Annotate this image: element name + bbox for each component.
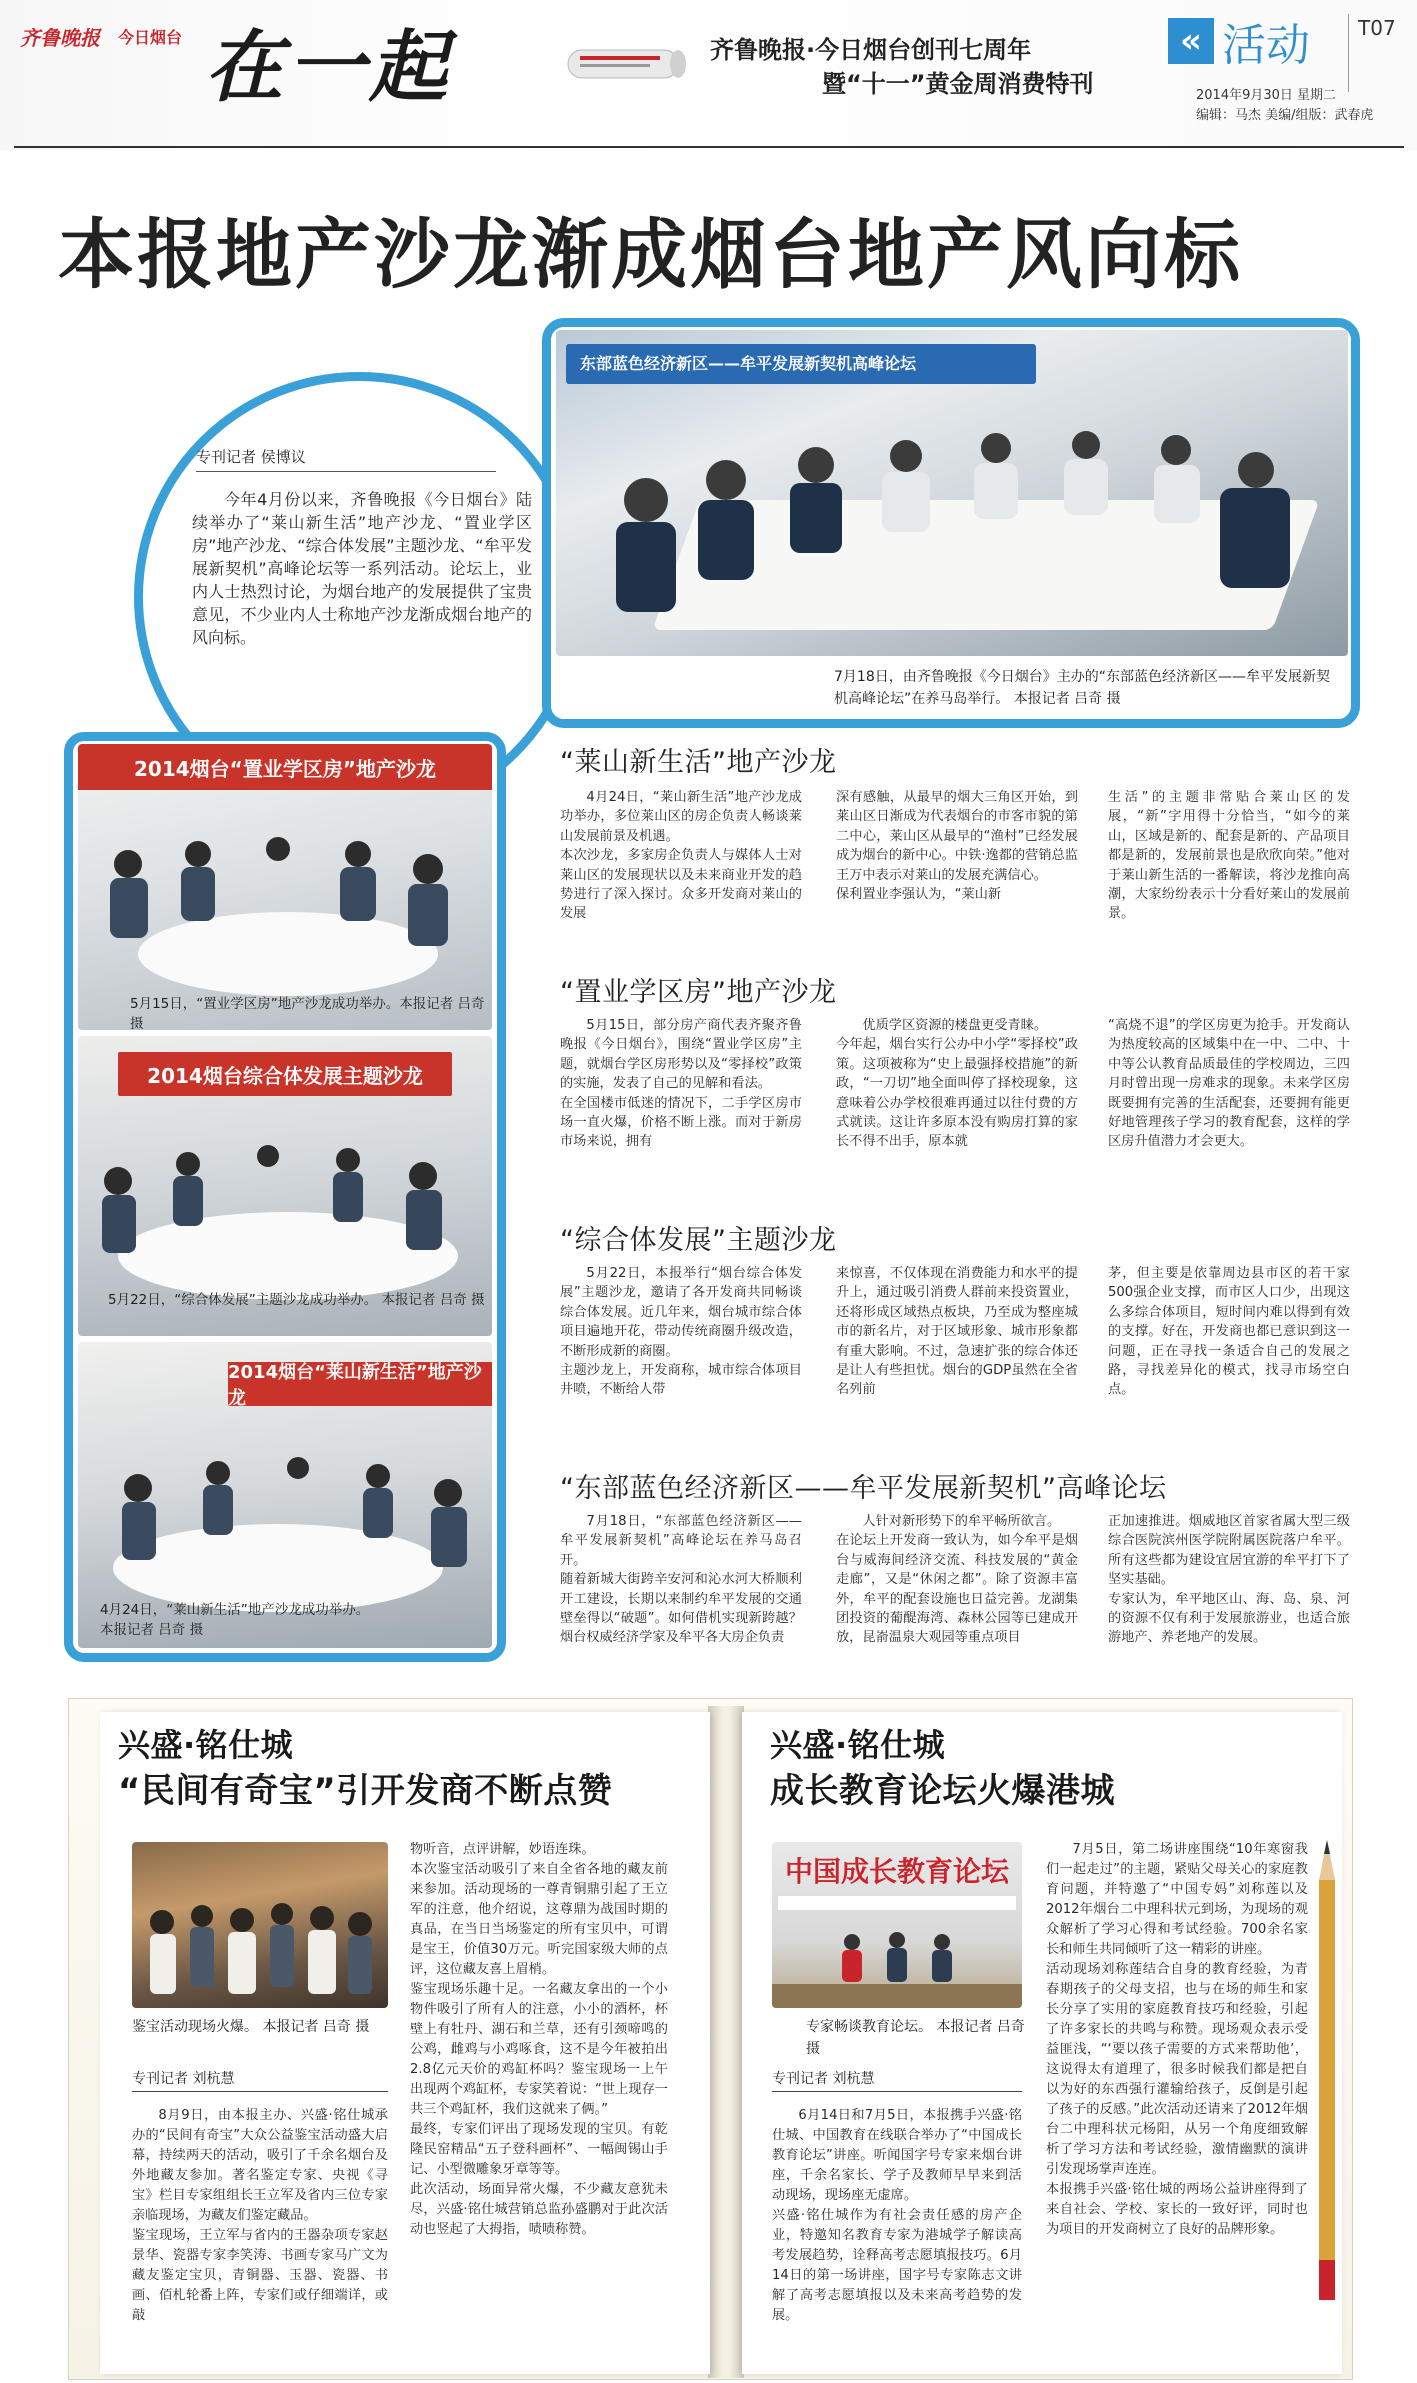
top-photo-caption: 7月18日，由齐鲁晚报《今日烟台》主办的“东部蓝色经济新区——牟平发展新契机高峰论坛”在养马岛举行。 本报记者 吕奇 摄 (834, 669, 1330, 707)
section-column: 正加速推进。烟威地区首家省属大型三级综合医院滨州医学院附属医院落户牟平。所有这些都为建设宜居宜游的牟平打下了坚实基础。 专家认为，牟平地区山、海、岛、泉、河的资源不仅有利于发展旅游业，也适合旅游地产、养老地产的发展。 (1108, 1514, 1350, 1646)
section-column: 来惊喜，不仅体现在消费能力和水平的提升上，通过吸引消费人群前来投资置业，还将形成区域热点板块，乃至成为整座城市的新名片，对于区域形象、城市形象都有重大影响。不过，急速扩张的综合体还是让人有些担忧。烟台的GDP虽然在全省名列前 (836, 1266, 1078, 1398)
left-photo-3-caption: 4月24日，“莱山新生活”地产沙龙成功举办。本报记者 吕奇 摄 (100, 1602, 370, 1638)
section-column: 生活”的主题非常贴合莱山区的发展，“新”字用得十分恰当，“如今的莱山，区域是新的、配套是新的、产品项目都是新的，发展前景也是欣欣向荣。”他对于莱山新生活的一番解读，将沙龙推向高潮，大家纷纷表示十分看好莱山的发展前景。 (1108, 790, 1350, 922)
masthead (0, 0, 1417, 150)
left-photo-1-caption: 5月15日，“置业学区房”地产沙龙成功举办。本报记者 吕奇 摄 (130, 996, 485, 1032)
issue-date: 2014年9月30日 星期二 (1196, 88, 1337, 103)
page-divider (1348, 14, 1349, 92)
section-column: 4月24日，“莱山新生活”地产沙龙成功举办，多位莱山区的房企负责人畅谈莱山发展前景及机遇。 本次沙龙，多家房企负责人与媒体人士对莱山区的发展现状以及未来商业开发的趋势进行了深入探讨。众多开发商对莱山的发展 (560, 790, 802, 922)
section-column: 人针对新形势下的牟平畅所欲言。 在论坛上开发商一致认为，如今牟平是烟台与威海间经济交流、科技发展的“黄金走廊”，又是“休闲之都”。除了资源丰富外，牟平的配套设施也日益完善。龙湖集团投资的葡醍海湾、森林公园等已建成开放，昆嵛温泉大观园等重点项目 (836, 1514, 1078, 1646)
chevron-left-icon: « (1168, 18, 1214, 64)
section-column: “高烧不退”的学区房更为抢手。开发商认为热度较高的区域集中在一中、二中、十中等公认教育品质最佳的学校周边，三四月时曾出现一房难求的现象。未来学区房既要拥有完善的生活配套，还要拥有能更好地管理孩子学习的教育配套，这样的学区房升值潜力才会更大。 (1108, 1018, 1350, 1150)
left-photo-2-banner: 2014烟台综合体发展主题沙龙 (118, 1052, 452, 1096)
masthead-headline-2: 暨“十一”黄金周消费特刊 (822, 70, 1094, 98)
attendees-illustration (556, 390, 1348, 656)
section-column: 5月15日，部分房产商代表齐聚齐鲁晚报《今日烟台》，围绕“置业学区房”主题，就烟台学区房形势以及“零择校”政策的实施，发表了自己的见解和看法。 在全国楼市低迷的情况下，二手学区房市场一直火爆，价格不断上涨。而对于新房市场来说，拥有 (560, 1018, 802, 1150)
book-left-kicker: 兴盛·铭仕城 (118, 1726, 294, 1764)
book-left-title: “民间有奇宝”引开发商不断点赞 (118, 1771, 613, 1811)
top-photo-banner: 东部蓝色经济新区——牟平发展新契机高峰论坛 (566, 344, 1036, 384)
book-right-kicker: 兴盛·铭仕城 (770, 1726, 946, 1764)
book-spine (708, 1706, 744, 2378)
book-right-photo-caption: 专家畅谈教育论坛。 本报记者 吕奇 摄 (806, 2019, 1025, 2057)
book-right-column-1: 6月14日和7月5日，本报携手兴盛·铭仕城、中国教育在线联合举办了“中国成长教育论坛”讲座。听闻国字号专家来烟台讲座，千余名家长、学子及教师早早来到活动现场，现场座无虚席。 兴盛·铭仕城作为有社会责任感的房产企业，特邀知名教育专家为港城学子解读高考发展趋势，诠释高考志愿填报技巧。6月14日的第一场讲座，国字号专家陈志文讲解了高考志愿填报以及未来高考趋势的发展。 (772, 2108, 1022, 2323)
intro-byline: 专刊记者 侯博议 (196, 446, 496, 472)
book-left-column-2: 物听音，点评讲解，妙语连珠。 本次鉴宝活动吸引了来自全省各地的藏友前来参加。活动现场的一尊青铜鼎引起了王立军的注意，他介绍说，这尊鼎为战国时期的真品，在当日当场鉴定的所有宝贝中，可谓是宝王，价值30万元。听完国家级大师的点评，这位藏友喜上眉梢。 鉴宝现场乐趣十足。一名藏友拿出的一个小物件吸引了所有人的注意，小小的酒杯，杯壁上有牡丹、湖石和兰草，还有引颈啼鸣的公鸡，雌鸡与小鸡啄食，这不是今年被拍出2.8亿元天价的鸡缸杯吗？鉴宝现场一上午出现两个鸡缸杯，专家笑着说：“世上现存一共三个鸡缸杯，我们这就来了俩。” 最终，专家们评出了现场发现的宝贝。有乾隆民窑精品“五子登科画杯”、一幅闽锡山手记、小型微雕象牙章等等。 此次活动，场面异常火爆，不少藏友意犹未尽，兴盛·铭仕城营销总监孙盛鹏对于此次活动也竖起了大拇指，啧啧称赞。 (410, 1842, 668, 2237)
top-photo (556, 330, 1348, 656)
masthead-rule (14, 146, 1404, 148)
section-title: “莱山新生活”地产沙龙 (560, 747, 837, 778)
book-right-photo (772, 1842, 1022, 2008)
book-right-column-2: 7月5日，第二场讲座围绕“10年寒窗我们一起走过”的主题，紧贴父母关心的家庭教育问题，并特邀了“中国专妈”刘称莲以及2012年烟台二中理科状元到场，为现场的观众解析了学习心得和考试经验。700余名家长和师生共同倾听了这一精彩的讲座。 活动现场刘称莲结合自身的教育经验，为青春期孩子的父母支招，也与在场的师生和家长分享了实用的家庭教育技巧和经验，引起了许多家长的共鸣与称赞。现场观众表示受益匪浅，“‘要以孩子需要的方式来帮助他’，这说得太有道理了，很多时候我们都是把自以为好的东西强行灌输给孩子，反倒是引起了孩子的反感。”此次活动还请来了2012年烟台二中理科状元杨阳，从另一个角度细致解析了学习方法和考试经验，激情幽默的演讲引发现场掌声连连。 本报携手兴盛·铭仕城的两场公益讲座得到了来自社会、学校、家长的一致好评，同时也为项目的开发商树立了良好的品牌形象。 (1046, 1842, 1308, 2237)
masthead-big-title: 在一起 (205, 22, 452, 113)
section-column: 深有感触，从最早的烟大三角区开始，到莱山区日渐成为代表烟台的市客市貌的第二中心，莱山区从最早的“渔村”已经发展成为烟台的新中心。中铁·逸都的营销总监王万中表示对莱山的发展充满信心。 保利置业李强认为，“莱山新 (836, 790, 1078, 903)
book-right-photo-banner: 中国成长教育论坛 (784, 1855, 1009, 1888)
stage-illustration (772, 1922, 1022, 2008)
paper-logo: 齐鲁晚报 (20, 26, 100, 50)
book-left-photo-caption: 鉴宝活动现场火爆。 本报记者 吕奇 摄 (132, 2019, 370, 2035)
section-badge (1168, 12, 1338, 70)
book-left-byline: 专刊记者 刘杭慧 (132, 2068, 388, 2092)
section-label: 活动 (1222, 20, 1310, 71)
section-column: 5月22日，本报举行“烟台综合体发展”主题沙龙，邀请了各开发商共同畅谈综合体发展。近几年来，烟台城市综合体项目遍地开花，带动传统商圈升级改造，不断形成新的商圈。 主题沙龙上，开发商称，城市综合体项目井喷，不断给人带 (560, 1266, 802, 1398)
newspaper-roll-icon (560, 30, 690, 100)
left-photo-3-banner: 2014烟台“莱山新生活”地产沙龙 (228, 1362, 492, 1406)
section-column: 7月18日，“东部蓝色经济新区——牟平发展新契机”高峰论坛在养马岛召开。 随着新城大街跨辛安河和沁水河大桥顺利开工建设，长期以来制约牟平发展的交通壁垒得以“破题”。如何借机实现新跨越？烟台权威经济学家及牟平各大房企负责 (560, 1514, 802, 1646)
left-photo-1-banner: 2014烟台“置业学区房”地产沙龙 (78, 744, 492, 790)
book-right-byline: 专刊记者 刘杭慧 (772, 2068, 1022, 2092)
pencil-icon (1318, 1840, 1336, 2300)
book-left-photo (132, 1842, 388, 2008)
book-right-title: 成长教育论坛火爆港城 (770, 1771, 1115, 1811)
crowd-illustration (132, 1882, 388, 2008)
section-title: “综合体发展”主题沙龙 (560, 1225, 837, 1256)
section-column: 优质学区资源的楼盘更受青睐。 今年起，烟台实行公办中小学“零择校”政策。这项被称为“史上最强择校措施”的新政，“一刀切”地全面叫停了择校现象，这意味着公办学校很难再通过以往付费的方式就读。这让许多原本没有购房打算的家长不得不出手，原本就 (836, 1018, 1078, 1150)
editor-credits: 编辑：马杰 美编/组版：武春虎 (1196, 108, 1374, 123)
left-photo-1 (78, 744, 492, 1030)
intro-text: 今年4月份以来，齐鲁晚报《今日烟台》陆续举办了“莱山新生活”地产沙龙、“置业学区房”地产沙龙、“综合体发展”主题沙龙、“牟平发展新契机”高峰论坛等一系列活动。论坛上，业内人士热烈讨论，为烟台地产的发展提供了宝贵意见，不少业内人士称地产沙龙渐成烟台地产的风向标。 (192, 490, 532, 647)
edition-name: 今日烟台 (118, 28, 183, 47)
section-title: “置业学区房”地产沙龙 (560, 977, 837, 1008)
book-left-column-1: 8月9日，由本报主办、兴盛·铭仕城承办的“民间有奇宝”大众公益鉴宝活动盛大启幕，持续两天的活动，吸引了千余名烟台及外地藏友参加。著名鉴定专家、央视《寻宝》栏目专家组组长王立军及省内三位专家亲临现场，为藏友们鉴定藏品。 鉴宝现场，王立军与省内的王器杂项专家赵景华、瓷器专家李笑涛、书画专家马广文为藏友鉴定宝贝，青铜器、玉器、瓷器、书画、佰札轮番上阵，专家们或仔细端详，或敲 (132, 2108, 388, 2323)
page-number: T07 (1358, 16, 1396, 40)
main-title: 本报地产沙龙渐成烟台地产风向标 (58, 210, 1243, 299)
sponsor-strip (778, 1896, 1016, 1910)
left-photo-2-caption: 5月22日，“综合体发展”主题沙龙成功举办。 本报记者 吕奇 摄 (108, 1292, 485, 1308)
section-title: “东部蓝色经济新区——牟平发展新契机”高峰论坛 (560, 1473, 1167, 1504)
section-column: 茅，但主要是依靠周边县市区的若干家500强企业支撑，而市区人口少，出现这么多综合体项目，短时间内难以得到有效的支撑。好在，开发商也都已意识到这一问题，正在寻找一条适合自己的发展之路，寻找差异化的模式，找寻市场空白点。 (1108, 1266, 1350, 1398)
masthead-headline-1: 齐鲁晚报·今日烟台创刊七周年 (710, 36, 1032, 64)
